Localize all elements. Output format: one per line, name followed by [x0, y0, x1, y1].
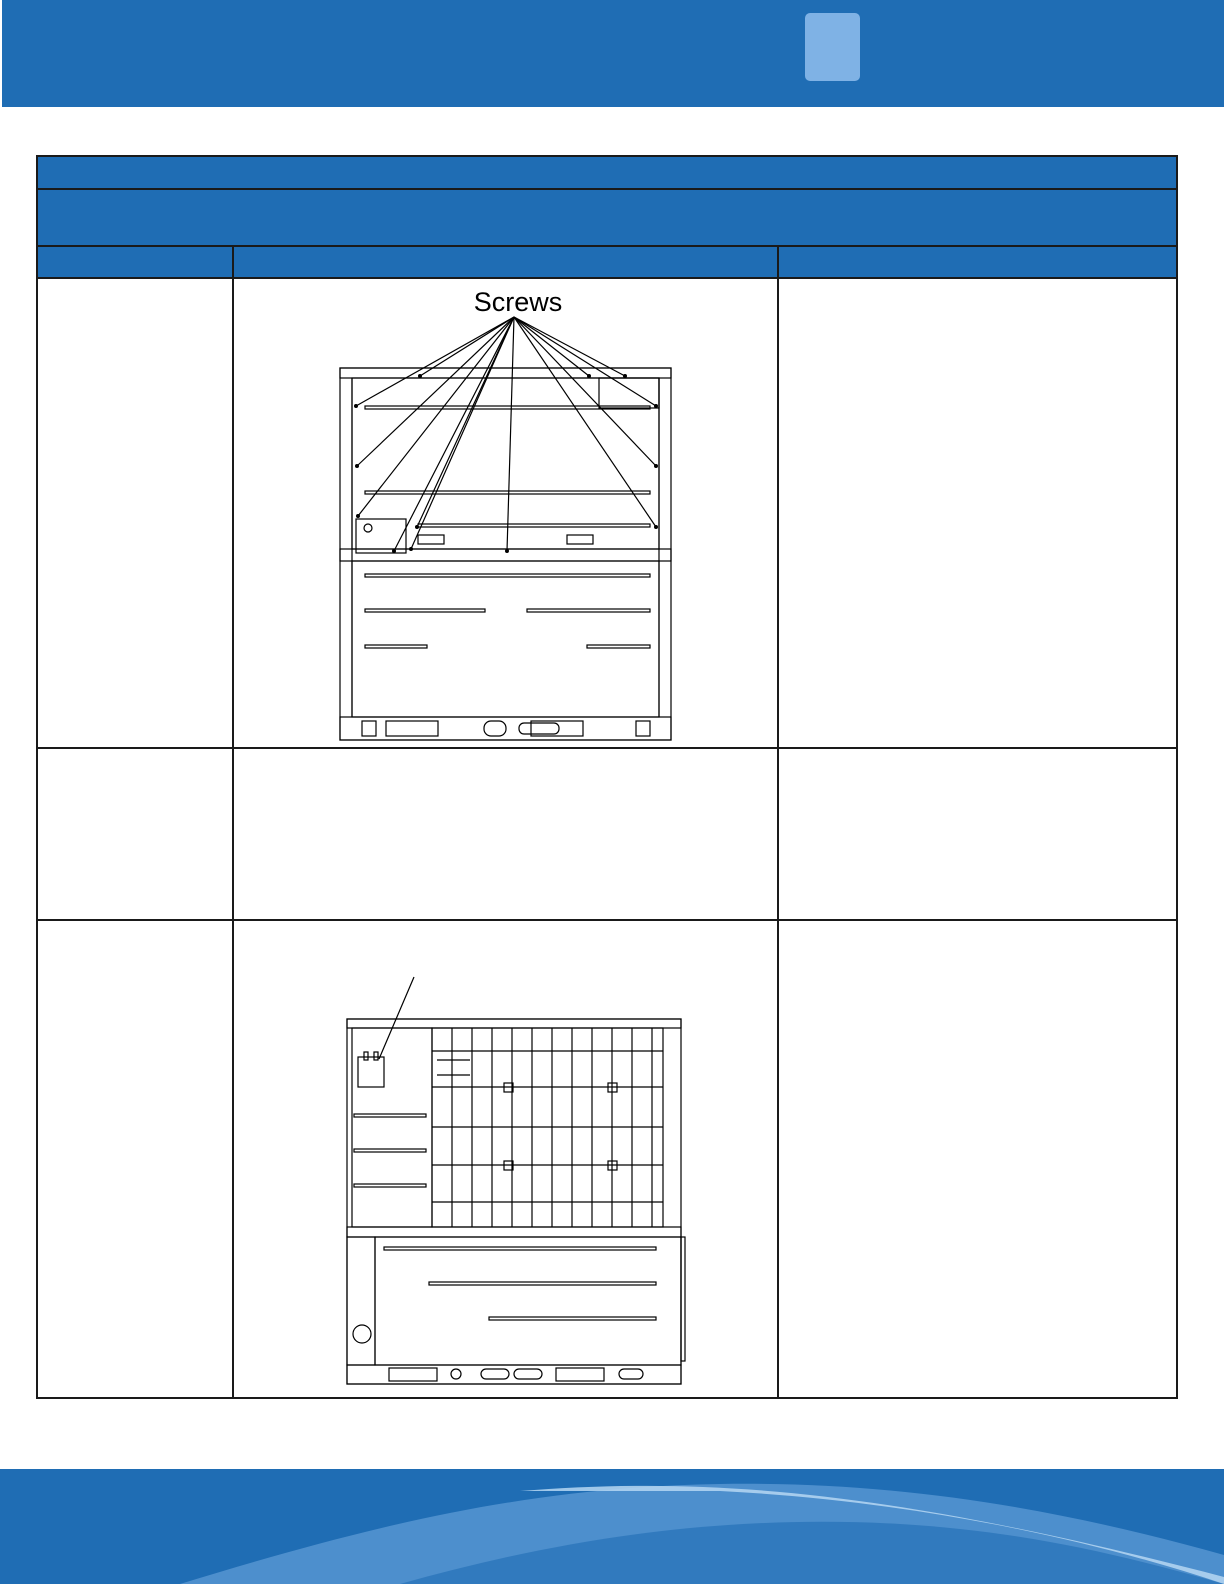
- figure-cell: [233, 920, 778, 1398]
- unit-coil-side-diagram: [234, 921, 779, 1397]
- description-cell: [778, 748, 1177, 920]
- column-header-step: [37, 246, 233, 278]
- procedure-table: [36, 155, 1178, 1399]
- column-header-description: [778, 246, 1177, 278]
- step-cell: [37, 278, 233, 748]
- column-header-figure: [233, 246, 778, 278]
- description-cell: [778, 920, 1177, 1398]
- footer-wave-band: [0, 1469, 1224, 1584]
- table-row: [37, 748, 1177, 920]
- figure-cell: [233, 748, 778, 920]
- unit-front-panel-screws-diagram: [234, 279, 779, 747]
- table-row: [37, 920, 1177, 1398]
- procedure-table-wrapper: [36, 155, 1176, 1399]
- header-badge: [805, 13, 860, 81]
- step-cell: [37, 748, 233, 920]
- table-title: [37, 156, 1177, 189]
- step-cell: [37, 920, 233, 1398]
- table-row: [37, 278, 1177, 748]
- description-cell: [778, 278, 1177, 748]
- screws-callout-label: Screws: [473, 287, 563, 317]
- table-subtitle: [37, 189, 1177, 246]
- figure-cell: [233, 278, 778, 748]
- header-band: [2, 0, 1224, 107]
